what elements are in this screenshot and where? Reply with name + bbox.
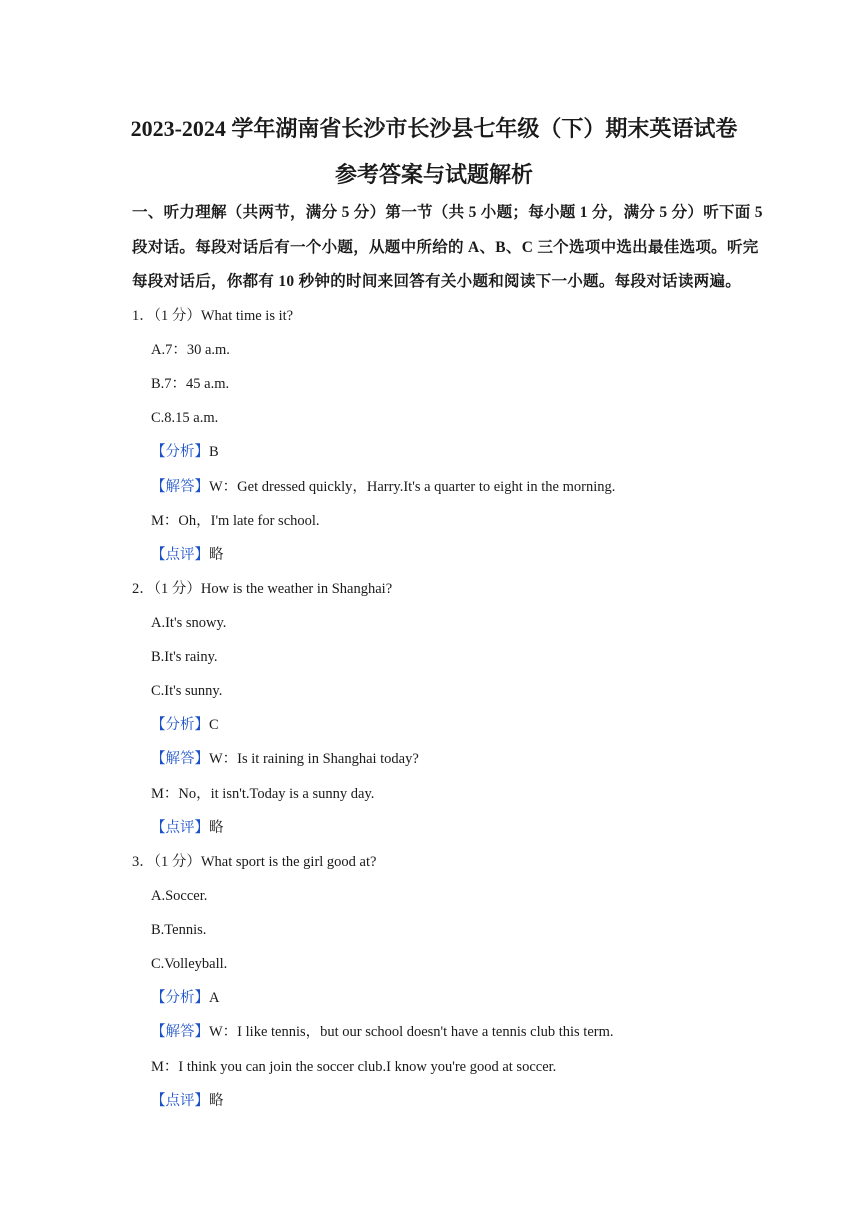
analysis-answer: C — [209, 717, 219, 733]
solution-tag: 【解答】 — [151, 1024, 209, 1040]
solution-tag: 【解答】 — [151, 751, 209, 767]
analysis-line — [151, 715, 219, 735]
analysis-line — [151, 988, 219, 1008]
comment-text: 略 — [209, 547, 224, 563]
solution-w-text: W：I like tennis，but our school doesn't have a tennis club this term. — [209, 1024, 614, 1040]
analysis-tag: 【分析】 — [151, 990, 209, 1006]
solution-m-text: M：No，it isn't.Today is a sunny day. — [151, 786, 375, 802]
comment-line — [151, 1091, 224, 1111]
solution-m-text: M：I think you can join the soccer club.I know you're good at soccer. — [151, 1059, 557, 1075]
solution-w-text: W：Get dressed quickly，Harry.It's a quarter to eight in the morning. — [209, 479, 616, 495]
comment-tag: 【点评】 — [151, 1093, 209, 1109]
solution-line — [151, 749, 419, 769]
question-stem: 2．（1 分）How is the weather in Shanghai? — [132, 581, 393, 597]
comment-tag: 【点评】 — [151, 547, 209, 563]
option-b: B.It's rainy. — [151, 649, 218, 665]
solution-line — [151, 477, 615, 497]
analysis-tag: 【分析】 — [151, 717, 209, 733]
solution-w-text: W：Is it raining in Shanghai today? — [209, 751, 419, 767]
document-title: 2023-2024 学年湖南省长沙市长沙县七年级（下）期末英语试卷 — [130, 116, 738, 141]
analysis-line — [151, 442, 219, 462]
question-stem: 1．（1 分）What time is it? — [132, 308, 294, 324]
comment-tag: 【点评】 — [151, 820, 209, 836]
option-a: A.Soccer. — [151, 888, 208, 904]
option-a: A.It's snowy. — [151, 615, 227, 631]
option-a: A.7：30 a.m. — [151, 342, 230, 358]
solution-tag: 【解答】 — [151, 479, 209, 495]
section-instructions-line: 每段对话后，你都有 10 秒钟的时间来回答有关小题和阅读下一小题。每段对话读两遍。 — [132, 273, 742, 290]
option-b: B.Tennis. — [151, 922, 207, 938]
section-instructions-line: 段对话。每段对话后有一个小题，从题中所给的 A、B、C 三个选项中选出最佳选项。听完 — [132, 239, 759, 256]
solution-line — [151, 1022, 614, 1042]
solution-m-text: M：Oh，I'm late for school. — [151, 513, 320, 529]
comment-text: 略 — [209, 820, 224, 836]
analysis-answer: A — [209, 990, 220, 1006]
document-subtitle: 参考答案与试题解析 — [334, 162, 533, 187]
option-b: B.7：45 a.m. — [151, 376, 230, 392]
analysis-tag: 【分析】 — [151, 444, 209, 460]
question-stem: 3．（1 分）What sport is the girl good at? — [132, 854, 377, 870]
comment-line — [151, 818, 224, 838]
comment-line — [151, 545, 224, 565]
option-c: C.8.15 a.m. — [151, 410, 219, 426]
analysis-answer: B — [209, 444, 219, 460]
option-c: C.It's sunny. — [151, 683, 223, 699]
option-c: C.Volleyball. — [151, 956, 228, 972]
comment-text: 略 — [209, 1093, 224, 1109]
section-instructions-line: 一、听力理解（共两节，满分 5 分）第一节（共 5 小题；每小题 1 分，满分 5 分）听下面 5 — [132, 204, 763, 221]
